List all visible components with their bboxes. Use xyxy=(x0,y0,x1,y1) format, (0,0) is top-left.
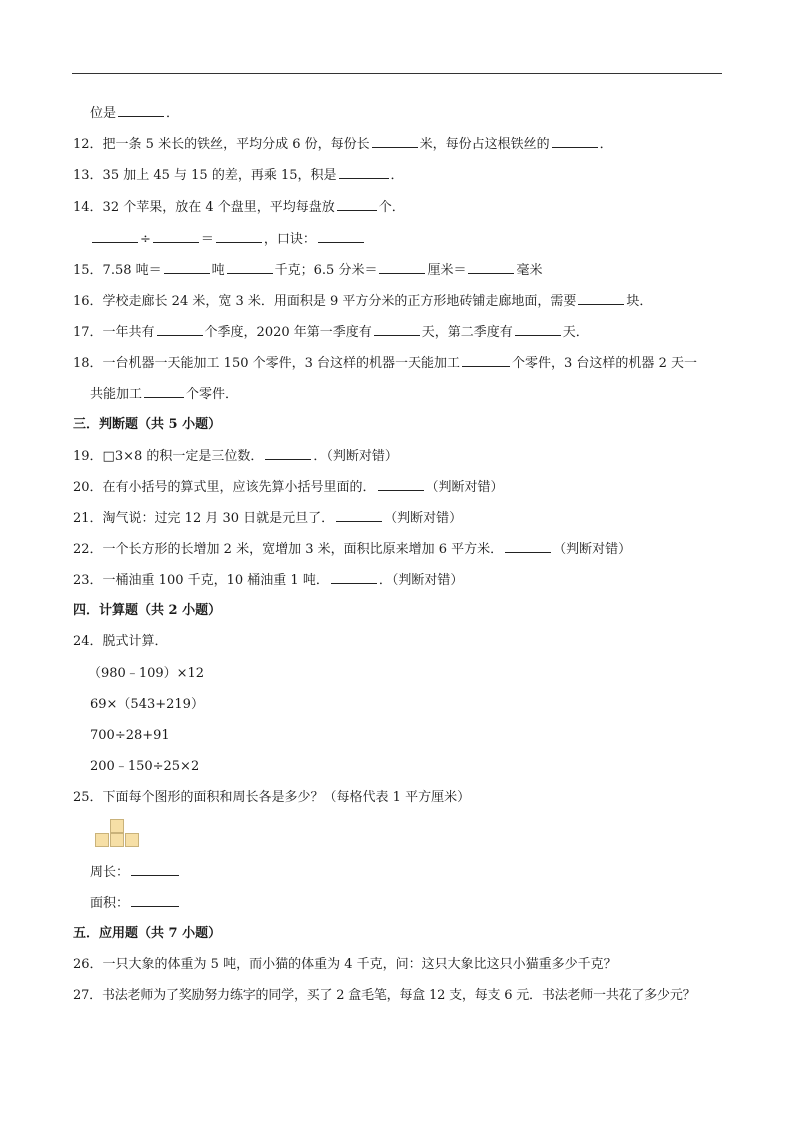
grid-figure xyxy=(95,819,139,847)
area-line xyxy=(90,894,181,913)
question-24: 24．脱式计算． xyxy=(73,634,168,649)
answer-blank[interactable] xyxy=(164,261,210,274)
answer-blank[interactable] xyxy=(515,323,561,336)
question-22 xyxy=(73,540,631,559)
text: 个零件，3 台这样的机器 2 天一 xyxy=(512,356,697,371)
answer-blank[interactable] xyxy=(372,135,418,148)
answer-blank[interactable] xyxy=(227,261,273,274)
text: 16．学校走廊长 24 米，宽 3 米．用面积是 9 平方分米的正方形地砖铺走廊地面，需要 xyxy=(73,294,577,309)
question-19 xyxy=(73,447,398,466)
question-14-equation xyxy=(90,230,366,249)
answer-blank[interactable] xyxy=(379,261,425,274)
section-heading-calculation: 四．计算题（共 2 小题） xyxy=(73,603,222,618)
text: 共能加工 xyxy=(90,387,143,402)
question-20 xyxy=(73,478,504,497)
text: 块． xyxy=(626,294,653,309)
text: 个季度，2020 年第一季度有 xyxy=(204,325,372,340)
text: （判断对错） xyxy=(384,511,463,526)
text: ，口诀： xyxy=(263,232,316,247)
text: 天． xyxy=(562,325,589,340)
question-23 xyxy=(73,571,463,590)
answer-blank[interactable] xyxy=(336,509,382,522)
question-13 xyxy=(73,166,404,185)
question-14 xyxy=(73,198,405,217)
text: 吨 xyxy=(211,263,225,278)
question-12 xyxy=(73,135,613,154)
answer-blank[interactable] xyxy=(468,261,514,274)
answer-blank[interactable] xyxy=(131,894,179,907)
question-16 xyxy=(73,292,652,311)
text: 千克；6.5 分米＝ xyxy=(274,263,378,278)
answer-blank[interactable] xyxy=(118,104,164,117)
grid-cell xyxy=(125,833,139,847)
answer-blank[interactable] xyxy=(153,230,199,243)
question-15 xyxy=(73,261,542,280)
text: ÷ xyxy=(140,232,151,247)
text: ．（判断对错） xyxy=(378,573,464,588)
text: ． xyxy=(599,137,613,152)
text: 21．淘气说：过完 12 月 30 日就是元旦了． xyxy=(73,511,335,526)
grid-cell xyxy=(110,819,124,833)
text: （判断对错） xyxy=(425,480,504,495)
answer-blank[interactable] xyxy=(265,447,311,460)
text: ． xyxy=(166,106,180,121)
text: 20．在有小括号的算式里，应该先算小括号里面的． xyxy=(73,480,376,495)
answer-blank[interactable] xyxy=(144,385,184,398)
text: 19．□3×8 的积一定是三位数． xyxy=(73,449,264,464)
answer-blank[interactable] xyxy=(331,571,377,584)
q11-continuation xyxy=(90,104,179,123)
text: （判断对错） xyxy=(553,542,632,557)
calc-expression: 69×（543+219） xyxy=(90,697,204,712)
answer-blank[interactable] xyxy=(157,323,203,336)
answer-blank[interactable] xyxy=(216,230,262,243)
grid-cell xyxy=(95,833,109,847)
text: 天，第二季度有 xyxy=(421,325,513,340)
text: 18．一台机器一天能加工 150 个零件，3 台这样的机器一天能加工 xyxy=(73,356,461,371)
text: 厘米＝ xyxy=(427,263,467,278)
calc-expression: 700÷28+91 xyxy=(90,728,170,743)
text: 13．35 加上 45 与 15 的差，再乘 15，积是 xyxy=(73,168,337,183)
answer-blank[interactable] xyxy=(462,354,510,367)
grid-cell xyxy=(110,833,124,847)
section-heading-application: 五．应用题（共 7 小题） xyxy=(73,926,222,941)
text: 个． xyxy=(378,200,405,215)
answer-blank[interactable] xyxy=(339,166,389,179)
question-27: 27．书法老师为了奖励努力练字的同学，买了 2 盒毛笔，每盒 12 支，每支 6 元．书法老师一共花了多少元？ xyxy=(73,988,696,1003)
question-25: 25．下面每个图形的面积和周长各是多少？（每格代表 1 平方厘米） xyxy=(73,790,471,805)
text: ． xyxy=(390,168,404,183)
question-21 xyxy=(73,509,462,528)
answer-blank[interactable] xyxy=(578,292,624,305)
answer-blank[interactable] xyxy=(131,863,179,876)
answer-blank[interactable] xyxy=(505,540,551,553)
text: 15．7.58 吨＝ xyxy=(73,263,162,278)
text: 位是 xyxy=(90,106,117,121)
answer-blank[interactable] xyxy=(92,230,138,243)
text: 14．32 个苹果，放在 4 个盘里，平均每盘放 xyxy=(73,200,335,215)
question-18-continuation xyxy=(90,385,238,404)
calc-expression: 200﹣150÷25×2 xyxy=(90,759,200,774)
question-18 xyxy=(73,354,697,373)
answer-blank[interactable] xyxy=(374,323,420,336)
text: 周长： xyxy=(90,865,130,880)
section-heading-judgement: 三．判断题（共 5 小题） xyxy=(73,417,222,432)
perimeter-line xyxy=(90,863,181,882)
question-26: 26．一只大象的体重为 5 吨，而小猫的体重为 4 千克，问：这只大象比这只小猫重多少千克？ xyxy=(73,957,617,972)
text: 个零件． xyxy=(186,387,239,402)
text: 米，每份占这根铁丝的 xyxy=(419,137,550,152)
answer-blank[interactable] xyxy=(337,198,377,211)
answer-blank[interactable] xyxy=(378,478,424,491)
text: 面积： xyxy=(90,896,130,911)
question-17 xyxy=(73,323,589,342)
text: 22．一个长方形的长增加 2 米，宽增加 3 米，面积比原来增加 6 平方米． xyxy=(73,542,504,557)
answer-blank[interactable] xyxy=(318,230,364,243)
text: 毫米 xyxy=(516,263,543,278)
text: 12．把一条 5 米长的铁丝，平均分成 6 份，每份长 xyxy=(73,137,370,152)
text: 23．一桶油重 100 千克，10 桶油重 1 吨． xyxy=(73,573,329,588)
answer-blank[interactable] xyxy=(552,135,598,148)
text: ＝ xyxy=(200,232,214,247)
text: 17．一年共有 xyxy=(73,325,155,340)
header-rule xyxy=(72,73,722,74)
text: ．（判断对错） xyxy=(313,449,398,464)
calc-expression: （980﹣109）×12 xyxy=(88,666,205,681)
